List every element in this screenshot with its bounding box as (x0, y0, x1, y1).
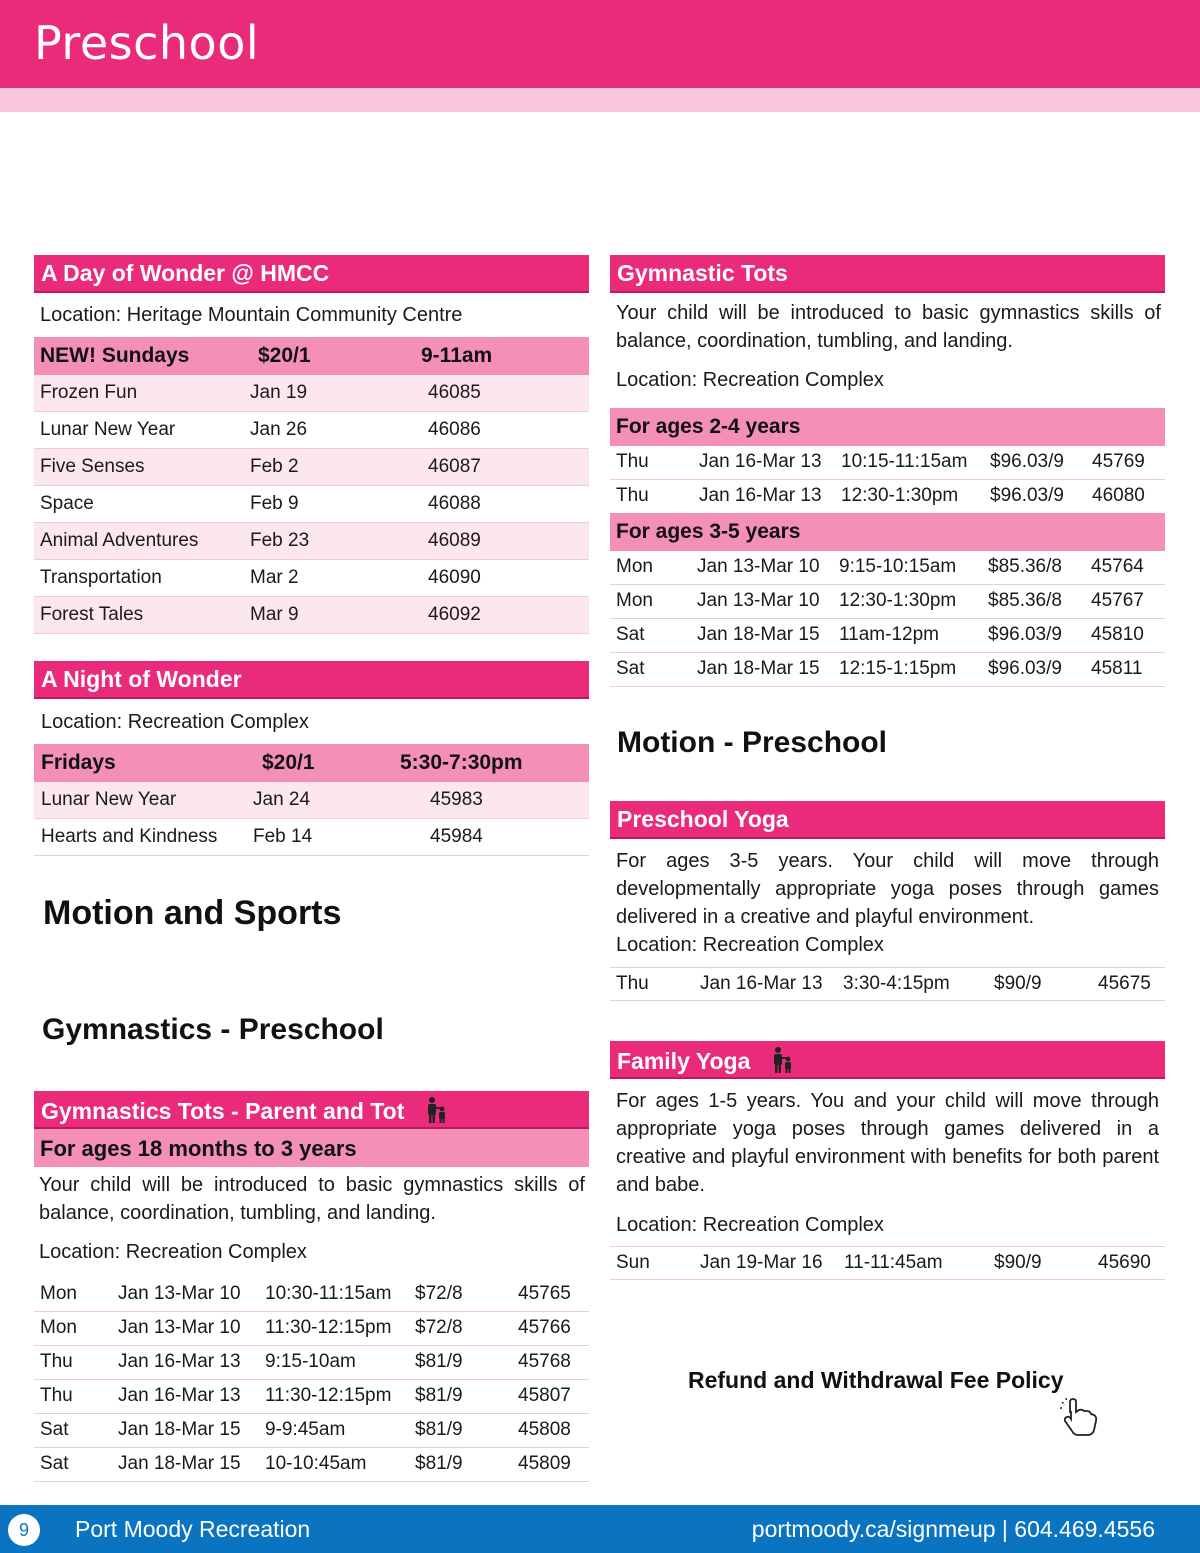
cell-code: 45765 (518, 1283, 571, 1304)
page-number: 9 (8, 1514, 40, 1546)
cell-day: Thu (616, 451, 649, 472)
table-row (610, 551, 1165, 585)
cell-price: $96.03/9 (990, 451, 1064, 472)
sub-time: 9-11am (421, 344, 493, 367)
cell-name: Five Senses (40, 456, 145, 477)
cell-name: Space (40, 493, 94, 514)
cell-dates: Jan 19-Mar 16 (700, 1252, 823, 1273)
page-footer (0, 1505, 1200, 1553)
heading-motion-sports: Motion and Sports (43, 894, 342, 932)
table-row (34, 819, 589, 856)
cell-day: Thu (40, 1385, 73, 1406)
cell-code: 45766 (518, 1317, 571, 1338)
sub-day: NEW! Sundays (40, 344, 190, 367)
cell-day: Thu (616, 485, 649, 506)
sub-day: Fridays (41, 751, 116, 774)
cell-price: $96.03/9 (988, 658, 1062, 679)
cell-day: Mon (40, 1283, 77, 1304)
cell-day: Sun (616, 1252, 650, 1273)
cell-code: 46089 (428, 530, 481, 551)
pointing-hand-icon[interactable] (1058, 1398, 1100, 1443)
footer-organization: Port Moody Recreation (75, 1516, 311, 1542)
cell-name: Forest Tales (40, 604, 144, 625)
table-row (34, 486, 589, 523)
cell-price: $96.03/9 (990, 485, 1064, 506)
section-title: A Day of Wonder @ HMCC (41, 260, 330, 286)
cell-time: 11:30-12:15pm (265, 1385, 392, 1406)
description-text: Your child will be introduced to basic gymnastics skills of balance, coordination, tumbling, and landing. (616, 302, 1161, 352)
table-row (610, 480, 1165, 514)
section-title: Gymnastics Tots - Parent and Tot (41, 1098, 405, 1125)
section-title: Family Yoga (617, 1048, 751, 1075)
table-row (34, 1346, 589, 1380)
cell-time: 3:30-4:15pm (843, 973, 950, 994)
location-text: Location: Recreation Complex (41, 711, 309, 733)
cell-time: 11am-12pm (839, 624, 939, 645)
cell-time: 10:15-11:15am (841, 451, 968, 472)
description-text: For ages 1-5 years. You and your child will move through appropriate yoga poses through games delivered in a creative and playful environment with benefits for both parent and babe. (616, 1090, 1159, 1196)
refund-policy-link[interactable] (688, 1367, 1064, 1394)
location-text: Location: Recreation Complex (616, 1214, 884, 1236)
cell-code: 45768 (518, 1351, 571, 1372)
page-header (0, 0, 1200, 88)
cell-day: Sat (40, 1419, 69, 1440)
age-label: For ages 18 months to 3 years (40, 1136, 357, 1161)
section-bar-gym-parent-tot (34, 1091, 589, 1129)
table-row (610, 619, 1165, 653)
cell-code: 45808 (518, 1419, 571, 1440)
cell-date: Feb 23 (250, 530, 310, 551)
cell-time: 9:15-10:15am (839, 556, 957, 577)
table-row (34, 1414, 589, 1448)
cell-dates: Jan 13-Mar 10 (697, 590, 820, 611)
table-row (34, 1380, 589, 1414)
cell-day: Mon (40, 1317, 77, 1338)
age-subheader (610, 513, 1165, 551)
cell-day: Sat (616, 624, 645, 645)
cell-code: 45811 (1091, 658, 1143, 679)
cell-price: $81/9 (415, 1453, 463, 1474)
cell-date: Mar 9 (250, 604, 299, 625)
cell-time: 12:30-1:30pm (841, 485, 959, 506)
cell-code: 45983 (430, 789, 483, 810)
cell-time: 12:15-1:15pm (839, 658, 957, 679)
age-label: For ages 2-4 years (616, 415, 801, 438)
sub-price: $20/1 (258, 344, 311, 367)
table-row (34, 412, 589, 449)
cell-code: 46080 (1092, 485, 1145, 506)
cell-price: $72/8 (415, 1283, 463, 1304)
section-bar-night-of-wonder (34, 661, 589, 699)
cell-time: 9:15-10am (265, 1351, 356, 1372)
cell-name: Lunar New Year (41, 789, 177, 810)
cell-dates: Jan 18-Mar 15 (697, 658, 820, 679)
footer-contact-link[interactable]: portmoody.ca/signmeup | 604.469.4556 (751, 1516, 1155, 1542)
table-row (610, 653, 1165, 687)
cell-dates: Jan 13-Mar 10 (118, 1283, 241, 1304)
cell-date: Mar 2 (250, 567, 299, 588)
cell-name: Hearts and Kindness (41, 826, 218, 847)
section-title: Preschool Yoga (617, 806, 789, 832)
section-bar-gymnastic-tots (610, 255, 1165, 293)
parent-child-icon (425, 1096, 449, 1130)
cell-price: $85.36/8 (988, 590, 1062, 611)
cell-time: 10:30-11:15am (265, 1283, 392, 1304)
cell-code: 46086 (428, 419, 481, 440)
table-row (34, 1448, 589, 1482)
cell-price: $72/8 (415, 1317, 463, 1338)
header-strip (0, 88, 1200, 112)
heading-gymnastics-preschool: Gymnastics - Preschool (42, 1013, 384, 1046)
cell-date: Jan 19 (250, 382, 308, 403)
cell-name: Lunar New Year (40, 419, 176, 440)
cell-code: 45764 (1091, 556, 1144, 577)
cell-dates: Jan 18-Mar 15 (118, 1453, 241, 1474)
cell-price: $81/9 (415, 1351, 463, 1372)
heading-motion-preschool: Motion - Preschool (617, 726, 887, 759)
section-title: A Night of Wonder (41, 666, 242, 692)
cell-name: Transportation (40, 567, 162, 588)
cell-day: Mon (616, 556, 653, 577)
cell-date: Feb 2 (250, 456, 299, 477)
cell-code: 45807 (518, 1385, 571, 1406)
cell-dates: Jan 16-Mar 13 (118, 1351, 241, 1372)
section-bar-day-of-wonder (34, 255, 589, 293)
section-bar-family-yoga (610, 1041, 1165, 1079)
cell-price: $90/9 (994, 1252, 1042, 1273)
table-row (34, 560, 589, 597)
cell-dates: Jan 16-Mar 13 (699, 485, 822, 506)
cell-name: Frozen Fun (40, 382, 138, 403)
cell-date: Jan 26 (250, 419, 308, 440)
cell-name: Animal Adventures (40, 530, 199, 551)
cell-code: 45810 (1091, 624, 1144, 645)
cell-price: $81/9 (415, 1419, 463, 1440)
cell-dates: Jan 18-Mar 15 (118, 1419, 241, 1440)
cell-price: $96.03/9 (988, 624, 1062, 645)
cell-dates: Jan 13-Mar 10 (118, 1317, 241, 1338)
age-subheader (34, 1129, 589, 1167)
cell-code: 46087 (428, 456, 481, 477)
cell-date: Feb 14 (253, 826, 313, 847)
schedule-subheader (34, 744, 589, 782)
cell-code: 46085 (428, 382, 481, 403)
sub-time: 5:30-7:30pm (400, 751, 523, 774)
cell-code: 46092 (428, 604, 481, 625)
parent-child-icon (771, 1046, 795, 1080)
cell-code: 46090 (428, 567, 481, 588)
cell-day: Thu (616, 973, 649, 994)
table-row (34, 523, 589, 560)
cell-time: 11-11:45am (844, 1252, 943, 1273)
cell-code: 45690 (1098, 1252, 1151, 1273)
age-label: For ages 3-5 years (616, 520, 801, 543)
table-row (610, 967, 1165, 1001)
cell-price: $90/9 (994, 973, 1042, 994)
table-row (610, 585, 1165, 619)
table-row (34, 782, 589, 819)
location-text: Location: Heritage Mountain Community Centre (40, 304, 463, 326)
location-text: Location: Recreation Complex (616, 369, 884, 391)
cell-dates: Jan 13-Mar 10 (697, 556, 820, 577)
cell-code: 45767 (1091, 590, 1144, 611)
table-row (34, 375, 589, 412)
age-subheader (610, 408, 1165, 446)
cell-code: 46088 (428, 493, 481, 514)
section-bar-preschool-yoga (610, 801, 1165, 839)
cell-time: 11:30-12:15pm (265, 1317, 392, 1338)
cell-day: Sat (40, 1453, 69, 1474)
cell-day: Mon (616, 590, 653, 611)
cell-day: Thu (40, 1351, 73, 1372)
location-text: Location: Recreation Complex (39, 1241, 307, 1263)
cell-date: Jan 24 (253, 789, 311, 810)
sub-price: $20/1 (262, 751, 315, 774)
cell-code: 45675 (1098, 973, 1151, 994)
table-row (34, 449, 589, 486)
cell-price: $85.36/8 (988, 556, 1062, 577)
refund-policy-label[interactable]: Refund and Withdrawal Fee Policy (688, 1367, 1064, 1393)
table-row (610, 446, 1165, 480)
section-title: Gymnastic Tots (617, 260, 788, 286)
cell-dates: Jan 16-Mar 13 (699, 451, 822, 472)
description-text: Your child will be introduced to basic gymnastics skills of balance, coordination, tumbling, and landing. (39, 1174, 585, 1224)
cell-code: 45769 (1092, 451, 1145, 472)
cell-dates: Jan 18-Mar 15 (697, 624, 820, 645)
cell-time: 12:30-1:30pm (839, 590, 957, 611)
cell-time: 9-9:45am (265, 1419, 346, 1440)
table-row (34, 597, 589, 634)
page-title: Preschool (34, 16, 260, 70)
table-row (34, 1312, 589, 1346)
location-text: Location: Recreation Complex (616, 934, 884, 956)
table-row (610, 1246, 1165, 1280)
table-row (34, 1278, 589, 1312)
cell-date: Feb 9 (250, 493, 299, 514)
cell-day: Sat (616, 658, 645, 679)
cell-code: 45984 (430, 826, 483, 847)
schedule-subheader (34, 337, 589, 375)
cell-price: $81/9 (415, 1385, 463, 1406)
cell-code: 45809 (518, 1453, 571, 1474)
cell-dates: Jan 16-Mar 13 (700, 973, 823, 994)
cell-time: 10-10:45am (265, 1453, 367, 1474)
description-text: For ages 3-5 years. Your child will move through developmentally appropriate yoga poses through games delivered in a creative and playful environment. (616, 850, 1159, 928)
cell-dates: Jan 16-Mar 13 (118, 1385, 241, 1406)
